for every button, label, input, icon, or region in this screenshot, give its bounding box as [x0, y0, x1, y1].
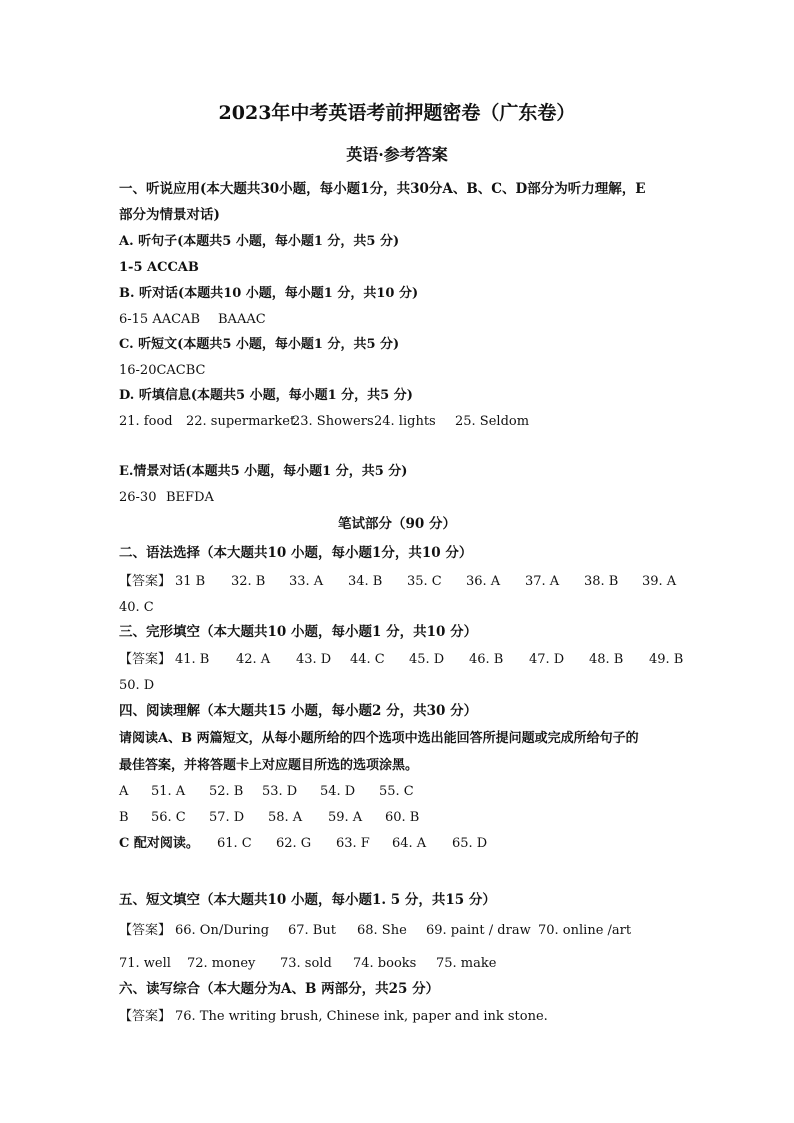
- part1-b-answer-1: 6-15 AACAB: [119, 312, 201, 327]
- answer-item: 72. money: [187, 956, 256, 971]
- part3-heading: 三、完形填空（本大题共10 小题，每小题1 分，共10 分）: [119, 624, 478, 640]
- part1-e-title: E.情景对话(本题共5 小题，每小题1 分，共5 分): [119, 464, 408, 479]
- answer-item: 71. well: [119, 956, 171, 971]
- part5-row1: [119, 922, 689, 940]
- row-label: B: [119, 810, 129, 825]
- page-title: 2023年中考英语考前押题密卷（广东卷）: [218, 102, 576, 124]
- part4-heading: 四、阅读理解（本大题共15 小题，每小题2 分，共30 分）: [119, 703, 478, 719]
- answer-item: 57. D: [209, 810, 245, 825]
- part3-last-answer: 50. D: [119, 678, 155, 693]
- answer-item: 51. A: [151, 784, 186, 799]
- answer-item: 42. A: [236, 652, 271, 667]
- answer-item: 59. A: [328, 810, 363, 825]
- part5-heading: 五、短文填空（本大题共10 小题，每小题1. 5 分，共15 分）: [119, 892, 496, 908]
- answer-item: 70. online /art: [538, 923, 632, 938]
- part1-c-answer: 16-20CACBC: [119, 363, 206, 378]
- part6-heading: 六、读写综合（本大题分为A、B 两部分，共25 分）: [119, 981, 440, 997]
- part4-instruction-line2: 最佳答案，并将答题卡上对应题目所选的选项涂黑。: [119, 758, 419, 773]
- answer-item: 68. She: [357, 923, 407, 938]
- answer-item: 49. B: [649, 652, 684, 667]
- answer-item: 55. C: [379, 784, 414, 799]
- answer-item: 33. A: [289, 574, 324, 589]
- answer-item: 22. supermarket: [186, 414, 296, 429]
- part2-last-answer: 40. C: [119, 600, 154, 615]
- answer-item: 53. D: [262, 784, 298, 799]
- part1-e-answer-2: BEFDA: [166, 490, 214, 505]
- answer-label: 【答案】: [119, 574, 172, 589]
- part1-a-title: A. 听句子(本题共5 小题，每小题1 分，共5 分): [119, 234, 400, 249]
- answer-item: 31 B: [175, 574, 206, 589]
- answer-item: 21. food: [119, 414, 173, 429]
- answer-item: 48. B: [589, 652, 624, 667]
- answer-item: 52. B: [209, 784, 244, 799]
- answer-item: 45. D: [409, 652, 445, 667]
- answer-item: 62. G: [276, 836, 312, 851]
- answer-item: 39. A: [642, 574, 677, 589]
- answer-item: 37. A: [525, 574, 560, 589]
- part4-row-b: [119, 809, 689, 827]
- part1-e-answer-row: [119, 489, 689, 507]
- answer-item: 65. D: [452, 836, 488, 851]
- part1-b-title: B. 听对话(本题共10 小题，每小题1 分，共10 分): [119, 286, 419, 301]
- answer-item: 61. C: [217, 836, 252, 851]
- answer-item: 35. C: [407, 574, 442, 589]
- part4-instruction-line1: 请阅读A、B 两篇短文，从每小题所给的四个选项中选出能回答所提问题或完成所给句子的: [119, 731, 639, 746]
- answer-label: 【答案】: [119, 1009, 172, 1024]
- part1-b-answer-row: [119, 311, 689, 329]
- part4-row-c: [119, 835, 689, 853]
- answer-item: 63. F: [336, 836, 370, 851]
- part1-c-title: C. 听短文(本题共5 小题，每小题1 分，共5 分): [119, 337, 400, 352]
- part2-heading: 二、语法选择（本大题共10 小题，每小题1分，共10 分）: [119, 545, 473, 561]
- answer-item: 41. B: [175, 652, 210, 667]
- part1-d-title: D. 听填信息(本题共5 小题，每小题1 分，共5 分): [119, 388, 413, 403]
- part1-a-answer: 1-5 ACCAB: [119, 260, 199, 275]
- part6-answer-row: [119, 1008, 689, 1026]
- answer-item: 74. books: [353, 956, 417, 971]
- part1-e-answer-1: 26-30: [119, 490, 157, 505]
- answer-item: 25. Seldom: [455, 414, 530, 429]
- answer-item: 24. lights: [374, 414, 436, 429]
- part1-heading-line2: 部分为情景对话): [119, 207, 220, 223]
- answer-item: 60. B: [385, 810, 420, 825]
- answer-label: 【答案】: [119, 652, 172, 667]
- answer-item: 76. The writing brush, Chinese ink, paper and ink stone.: [175, 1009, 548, 1024]
- answer-item: 66. On/During: [175, 923, 270, 938]
- answer-item: 38. B: [584, 574, 619, 589]
- answer-item: 46. B: [469, 652, 504, 667]
- part4-row-a: [119, 783, 689, 801]
- part2-answer-row: [119, 573, 689, 591]
- answer-item: 34. B: [348, 574, 383, 589]
- page-subtitle: 英语·参考答案: [346, 145, 448, 164]
- answer-item: 36. A: [466, 574, 501, 589]
- answer-item: 56. C: [151, 810, 186, 825]
- part1-heading-line1: 一、听说应用(本大题共30小题，每小题1分，共30分A、B、C、D部分为听力理解，E: [119, 181, 646, 197]
- row-label: A: [119, 784, 129, 799]
- answer-item: 67. But: [288, 923, 336, 938]
- part1-b-answer-2: BAAAC: [218, 312, 266, 327]
- answer-item: 73. sold: [280, 956, 332, 971]
- answer-item: 58. A: [268, 810, 303, 825]
- answer-item: 44. C: [350, 652, 385, 667]
- written-heading: 笔试部分（90 分）: [338, 516, 456, 532]
- answer-item: 69. paint / draw: [426, 923, 531, 938]
- answer-item: 43. D: [296, 652, 332, 667]
- part1-d-answer-row: [119, 413, 689, 431]
- answer-item: 47. D: [529, 652, 565, 667]
- part5-row2: [119, 955, 689, 973]
- answer-item: 75. make: [436, 956, 497, 971]
- answer-item: 23. Showers: [292, 414, 374, 429]
- part3-answer-row: [119, 651, 689, 669]
- answer-item: 64. A: [392, 836, 427, 851]
- row-label: C 配对阅读。: [119, 836, 199, 851]
- answer-item: 54. D: [320, 784, 356, 799]
- answer-label: 【答案】: [119, 923, 172, 938]
- answer-item: 32. B: [231, 574, 266, 589]
